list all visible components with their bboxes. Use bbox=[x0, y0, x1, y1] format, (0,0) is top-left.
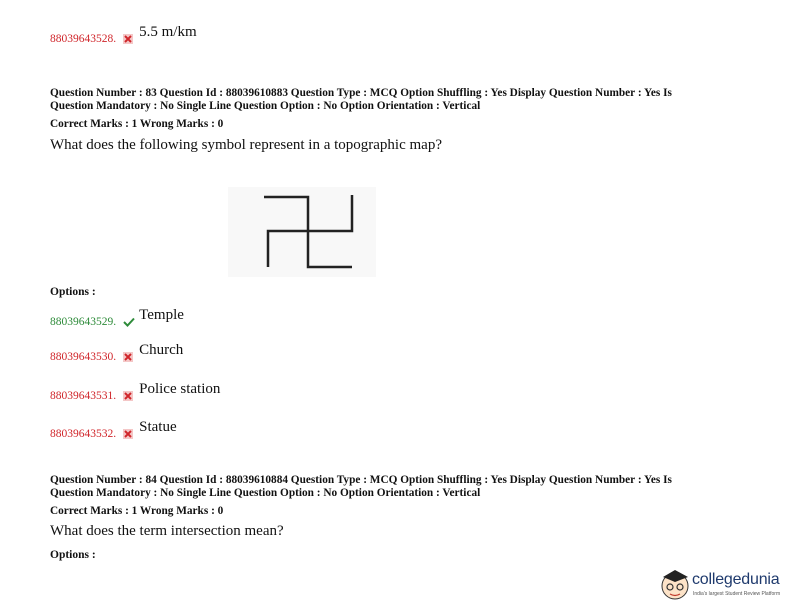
question-meta-line: Question Mandatory : No Single Line Question Option : No Option Orientation : Vertical bbox=[50, 99, 481, 112]
brand-logo bbox=[658, 566, 784, 606]
question-meta bbox=[50, 87, 750, 112]
option-row[interactable] bbox=[50, 419, 177, 442]
option-row[interactable] bbox=[50, 307, 184, 330]
question-meta-line: Question Mandatory : No Single Line Question Option : No Option Orientation : Vertical bbox=[50, 486, 481, 499]
check-icon bbox=[121, 316, 135, 328]
marks-line: Correct Marks : 1 Wrong Marks : 0 bbox=[50, 505, 224, 517]
brand-name: collegedunia bbox=[692, 571, 780, 588]
cross-icon bbox=[121, 33, 135, 45]
option-row[interactable] bbox=[50, 381, 221, 404]
symbol-image bbox=[228, 187, 376, 277]
cross-icon bbox=[121, 428, 135, 440]
cross-icon bbox=[121, 390, 135, 402]
question-text: What does the term intersection mean? bbox=[50, 523, 284, 539]
options-label: Options : bbox=[50, 549, 96, 561]
brand-tagline: India's largest Student Review Platform bbox=[693, 591, 781, 597]
option-row[interactable] bbox=[50, 342, 184, 365]
option-text: Police station bbox=[139, 381, 221, 397]
marks-line: Correct Marks : 1 Wrong Marks : 0 bbox=[50, 118, 224, 130]
option-text: Statue bbox=[139, 419, 177, 435]
option-id: 88039643528. bbox=[50, 32, 117, 45]
question-meta-line: Question Number : 84 Question Id : 88039610884 Question Type : MCQ Option Shuffling : Yes Display Question Number : Yes Is bbox=[50, 474, 672, 486]
option-text: Temple bbox=[139, 307, 184, 323]
options-label: Options : bbox=[50, 286, 96, 298]
option-id: 88039643530. bbox=[50, 350, 117, 363]
question-meta bbox=[50, 474, 750, 499]
option-id: 88039643531. bbox=[50, 389, 117, 402]
option-row bbox=[50, 24, 197, 47]
option-text: 5.5 m/km bbox=[139, 24, 197, 40]
question-meta-line: Question Number : 83 Question Id : 88039610883 Question Type : MCQ Option Shuffling : Yes Display Question Number : Yes Is bbox=[50, 87, 672, 99]
option-id: 88039643529. bbox=[50, 315, 117, 328]
cross-icon bbox=[121, 351, 135, 363]
option-id: 88039643532. bbox=[50, 427, 117, 440]
option-text: Church bbox=[139, 342, 184, 358]
question-text: What does the following symbol represent in a topographic map? bbox=[50, 137, 442, 153]
